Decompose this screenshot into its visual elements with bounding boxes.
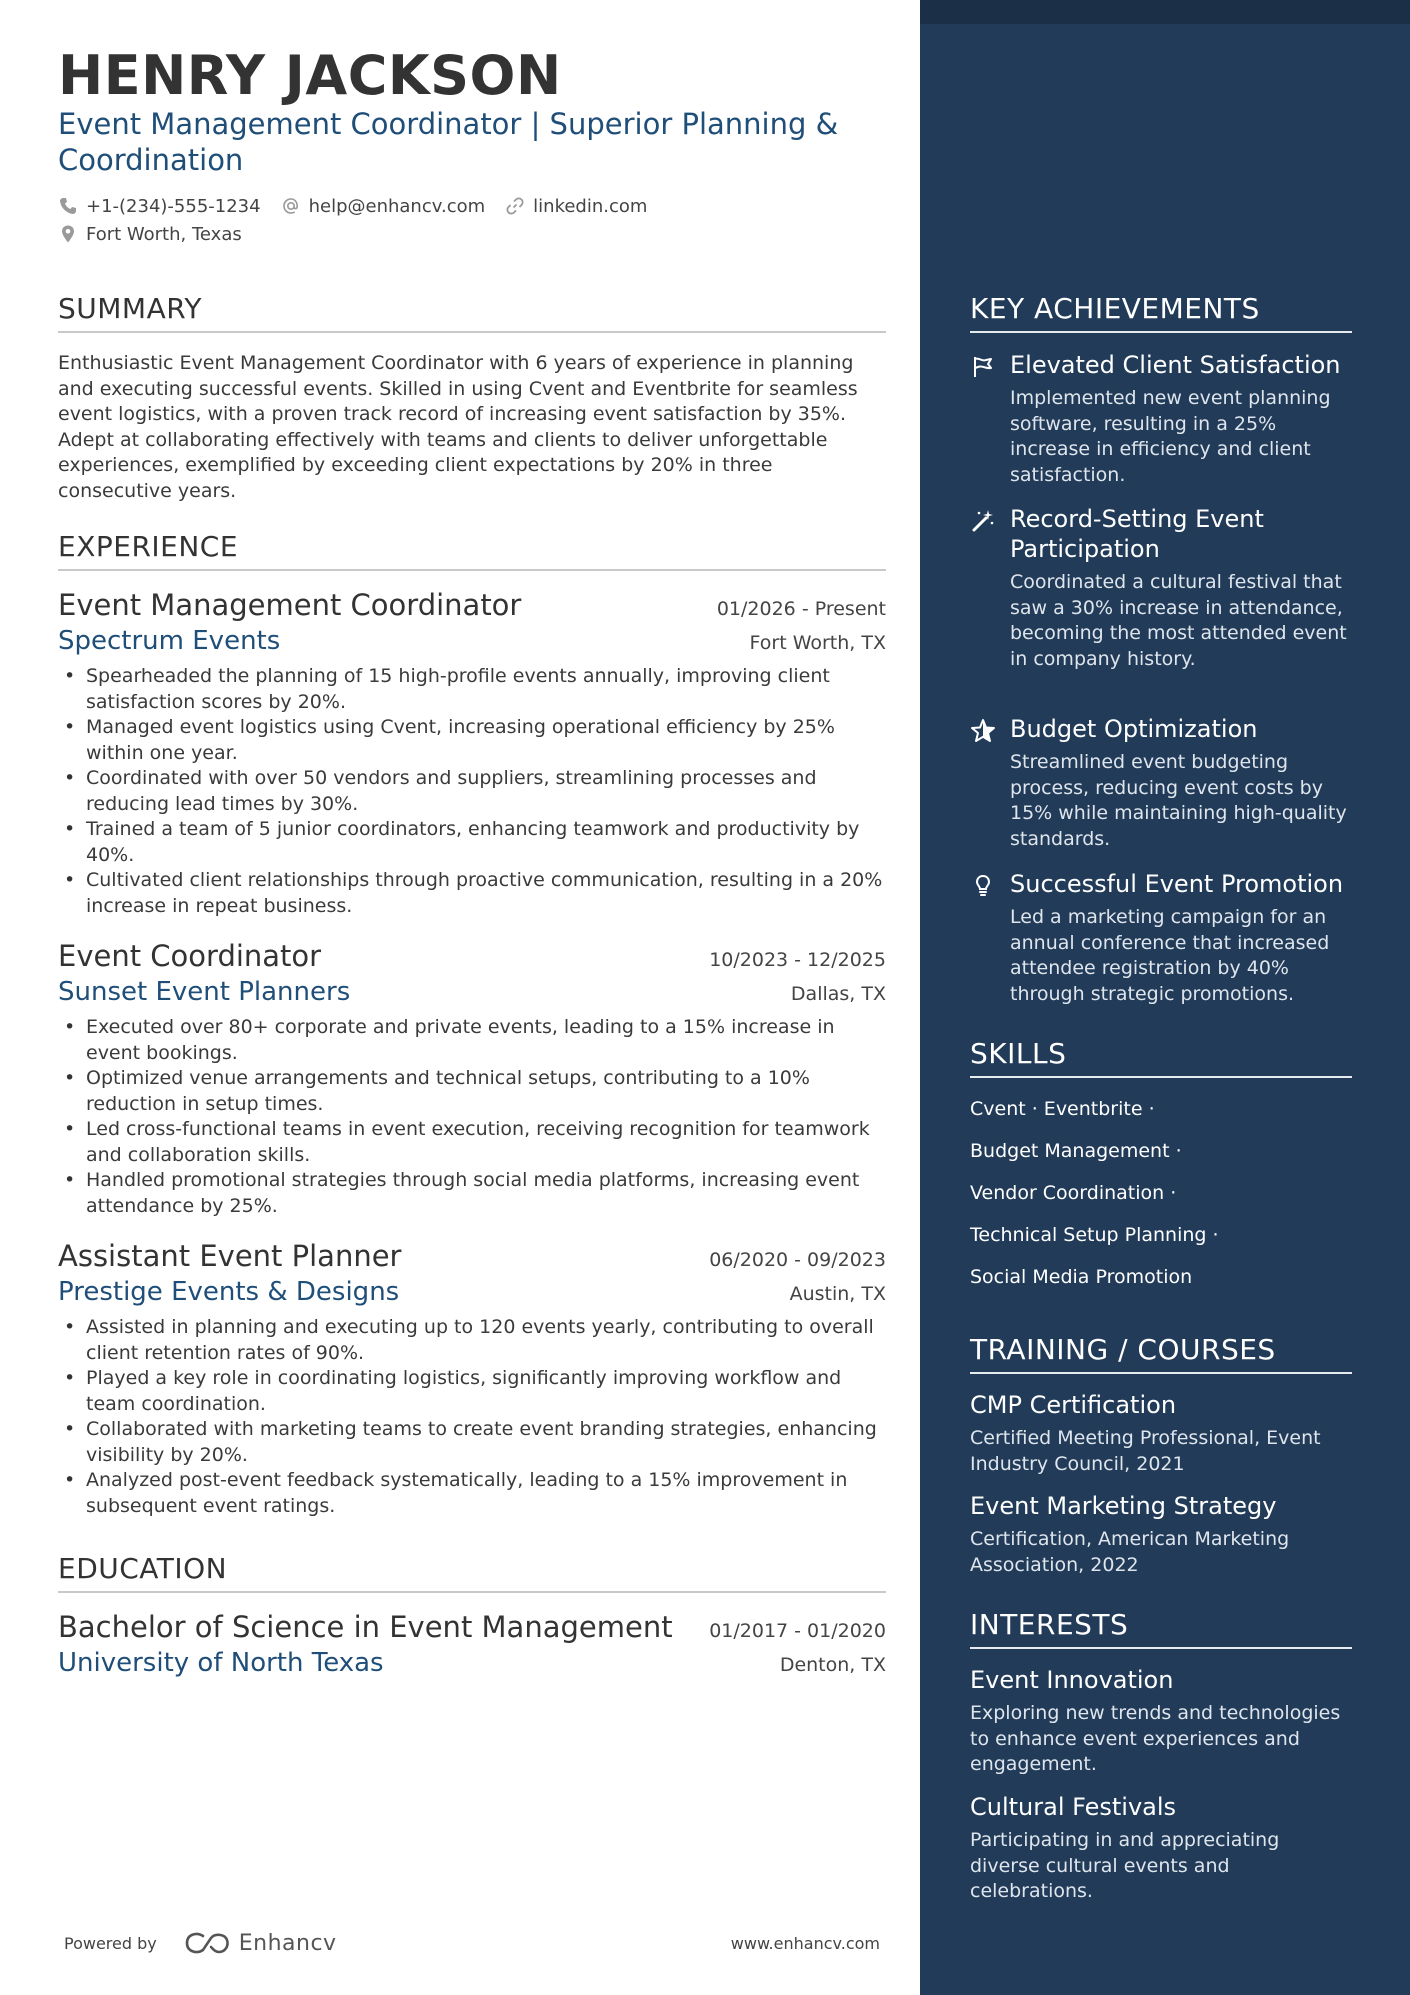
interest-item	[970, 1665, 1350, 1778]
bullet-item: • Trained a team of 5 junior coordinators, enhancing teamwork and productivity by 40%.	[58, 817, 886, 868]
achievement-desc: Coordinated a cultural festival that saw a 30% increase in attendance, becoming the most attended event in company history.	[1010, 571, 1347, 670]
training-title: CMP Certification	[970, 1391, 1177, 1419]
magic-wand-icon	[970, 508, 996, 534]
job-title: Assistant Event Planner	[58, 1239, 402, 1273]
achievements-heading: KEY ACHIEVEMENTS	[970, 292, 1352, 333]
achievement-title: Record-Setting Event Participation	[1010, 505, 1264, 563]
skill-item: Cvent · Eventbrite ·	[970, 1098, 1155, 1120]
bullet-item: • Analyzed post-event feedback systematically, leading to a 15% improvement in subsequent event ratings.	[58, 1468, 886, 1519]
achievement-item	[970, 714, 1350, 852]
job-bullets	[58, 1315, 886, 1519]
linkedin-text: linkedin.com	[533, 195, 648, 217]
training-heading: TRAINING / COURSES	[970, 1333, 1352, 1374]
phone-icon	[58, 196, 78, 216]
brand-name: Enhancv	[238, 1930, 337, 1956]
bullet-item: • Assisted in planning and executing up to 120 events yearly, contributing to overall client retention rates of 90%.	[58, 1315, 886, 1366]
footer-url[interactable]: www.enhancv.com	[730, 1933, 880, 1953]
at-icon	[281, 196, 301, 216]
job-location: Fort Worth, TX	[749, 632, 886, 654]
achievement-desc: Streamlined event budgeting process, reducing event costs by 15% while maintaining high-quality standards.	[1010, 751, 1347, 850]
skill-item: Vendor Coordination ·	[970, 1182, 1177, 1204]
skill-item: Social Media Promotion	[970, 1266, 1193, 1288]
star-icon	[970, 718, 996, 744]
location-pin-icon	[58, 224, 78, 244]
link-icon	[505, 196, 525, 216]
job-location: Dallas, TX	[790, 983, 886, 1005]
contact-email[interactable]	[281, 196, 486, 217]
degree-title: Bachelor of Science in Event Management	[58, 1610, 673, 1644]
school-name: University of North Texas	[58, 1648, 384, 1678]
lightbulb-icon	[970, 873, 996, 899]
bullet-item: • Optimized venue arrangements and technical setups, contributing to a 10% reduction in setup times.	[58, 1066, 886, 1117]
training-item	[970, 1390, 1350, 1477]
job-entry	[58, 588, 886, 919]
job-dates: 10/2023 - 12/2025	[709, 949, 886, 971]
interest-desc: Participating in and appreciating diverse cultural events and celebrations.	[970, 1829, 1280, 1902]
achievement-item	[970, 504, 1350, 672]
candidate-title: Event Management Coordinator | Superior Planning & Coordination	[58, 107, 839, 177]
candidate-name: HENRY JACKSON	[58, 44, 562, 107]
flag-icon	[970, 354, 996, 380]
job-location: Austin, TX	[789, 1283, 886, 1305]
powered-by-text: Powered by	[64, 1933, 157, 1953]
contact-linkedin[interactable]	[505, 196, 647, 217]
interests-heading: INTERESTS	[970, 1608, 1352, 1649]
skill-item: Budget Management ·	[970, 1140, 1182, 1162]
achievement-title: Successful Event Promotion	[1010, 870, 1344, 898]
bullet-item: • Handled promotional strategies through social media platforms, increasing event attendance by 25%.	[58, 1168, 886, 1219]
achievement-desc: Led a marketing campaign for an annual conference that increased attendee registration by 40% through strategic promotions.	[1010, 906, 1330, 1005]
achievement-item	[970, 869, 1350, 1007]
interest-title: Event Innovation	[970, 1666, 1174, 1694]
contact-phone[interactable]	[58, 196, 261, 217]
job-bullets	[58, 1015, 886, 1219]
company-name: Sunset Event Planners	[58, 977, 351, 1007]
contact-info	[58, 192, 878, 248]
summary-text: Enthusiastic Event Management Coordinator with 6 years of experience in planning and executing successful events. Skilled in using Cvent and Eventbrite for seamless event logistics, with a proven track record of increasing event satisfaction by 35%. Adept at collaborating effectively with teams and clients to deliver unforgettable experiences, exemplified by exceeding client expectations by 20% in three consecutive years.	[58, 352, 858, 502]
skills-heading: SKILLS	[970, 1037, 1352, 1078]
job-entry	[58, 1239, 886, 1519]
bullet-item: • Managed event logistics using Cvent, increasing operational efficiency by 25% within one year.	[58, 715, 886, 766]
achievement-title: Budget Optimization	[1010, 715, 1258, 743]
skill-item: Technical Setup Planning ·	[970, 1224, 1219, 1246]
company-name: Spectrum Events	[58, 626, 281, 656]
job-dates: 01/2026 - Present	[716, 598, 886, 620]
bullet-item: • Led cross-functional teams in event execution, receiving recognition for teamwork and collaboration skills.	[58, 1117, 886, 1168]
experience-heading: EXPERIENCE	[58, 530, 886, 571]
training-desc: Certified Meeting Professional, Event Industry Council, 2021	[970, 1427, 1321, 1475]
job-title: Event Coordinator	[58, 939, 322, 973]
phone-text: +1-(234)-555-1234	[86, 195, 261, 217]
education-entry	[58, 1610, 886, 1678]
job-title: Event Management Coordinator	[58, 588, 522, 622]
bullet-item: • Played a key role in coordinating logistics, significantly improving workflow and team coordination.	[58, 1366, 886, 1417]
education-location: Denton, TX	[779, 1654, 886, 1676]
job-entry	[58, 939, 886, 1219]
education-dates: 01/2017 - 01/2020	[709, 1620, 886, 1642]
job-bullets	[58, 664, 886, 919]
company-name: Prestige Events & Designs	[58, 1277, 400, 1307]
contact-location	[58, 224, 242, 245]
bullet-item: • Executed over 80+ corporate and private events, leading to a 15% increase in event bookings.	[58, 1015, 886, 1066]
interest-item	[970, 1792, 1350, 1905]
achievement-desc: Implemented new event planning software, resulting in a 25% increase in efficiency and client satisfaction.	[1010, 387, 1331, 486]
sidebar-top-bar	[920, 0, 1410, 24]
skills-list	[970, 1094, 1350, 1304]
interest-title: Cultural Festivals	[970, 1793, 1177, 1821]
education-heading: EDUCATION	[58, 1552, 886, 1593]
achievement-item	[970, 350, 1350, 488]
bullet-item: • Spearheaded the planning of 15 high-profile events annually, improving client satisfaction scores by 20%.	[58, 664, 886, 715]
email-text: help@enhancv.com	[308, 195, 486, 217]
interest-desc: Exploring new trends and technologies to enhance event experiences and engagement.	[970, 1702, 1341, 1775]
training-title: Event Marketing Strategy	[970, 1492, 1277, 1520]
achievement-title: Elevated Client Satisfaction	[1010, 351, 1341, 379]
bullet-item: • Collaborated with marketing teams to create event branding strategies, enhancing visibility by 20%.	[58, 1417, 886, 1468]
footer-brand	[64, 1930, 337, 1956]
footer	[64, 1928, 880, 1958]
job-dates: 06/2020 - 09/2023	[709, 1249, 886, 1271]
bullet-item: • Cultivated client relationships through proactive communication, resulting in a 20% increase in repeat business.	[58, 868, 886, 919]
enhancv-logo-icon	[183, 1930, 231, 1956]
summary-heading: SUMMARY	[58, 292, 886, 333]
bullet-item: • Coordinated with over 50 vendors and suppliers, streamlining processes and reducing lead times by 30%.	[58, 766, 886, 817]
location-text: Fort Worth, Texas	[86, 223, 242, 245]
training-desc: Certification, American Marketing Association, 2022	[970, 1528, 1290, 1576]
training-item	[970, 1491, 1350, 1578]
